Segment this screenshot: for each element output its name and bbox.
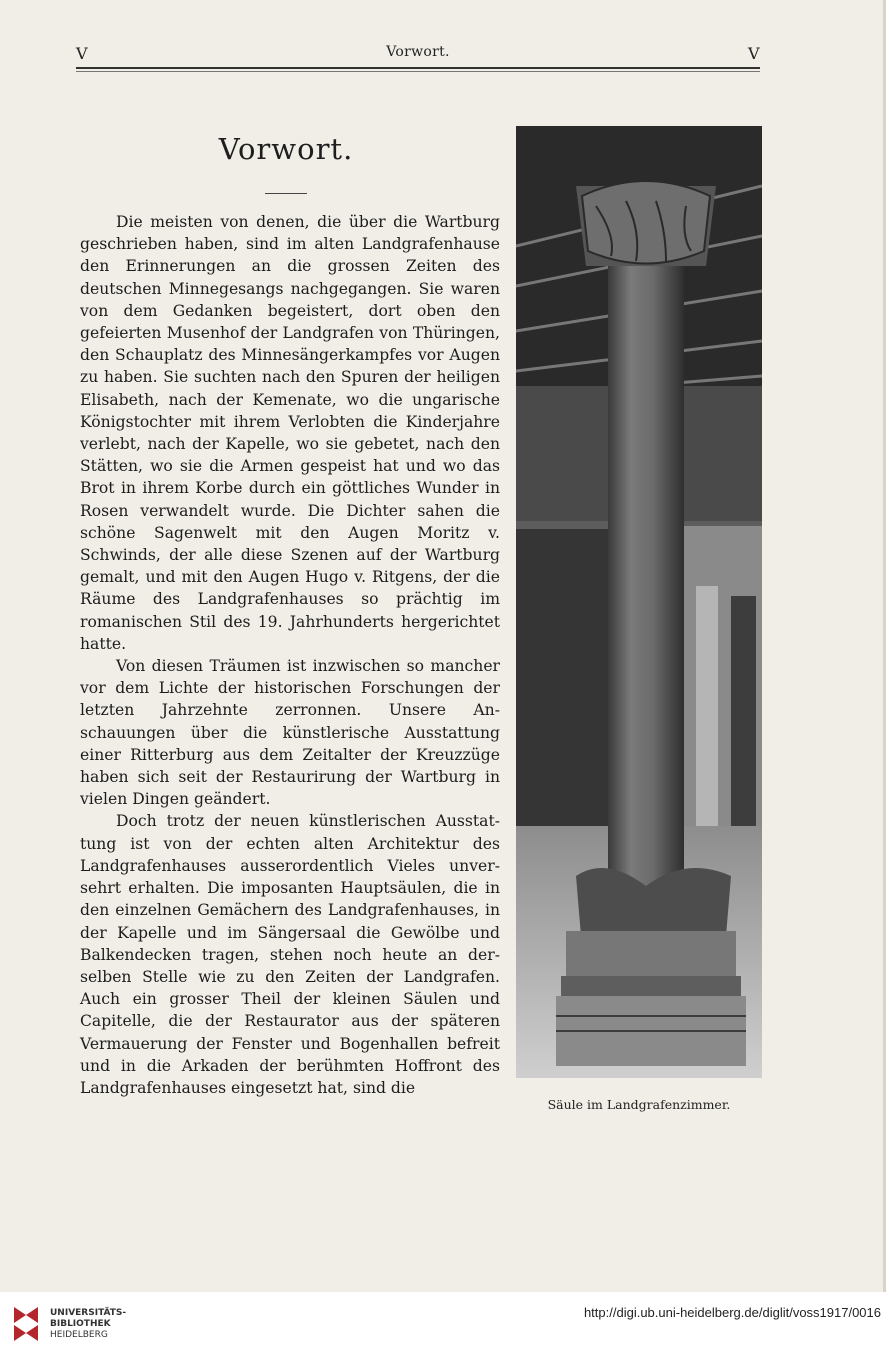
page-number-right: V	[748, 44, 760, 63]
header-rule-thin	[76, 71, 760, 72]
library-name-line: BIBLIOTHEK	[50, 1319, 111, 1329]
body-text	[80, 211, 500, 1099]
running-header: Vorwort.	[386, 44, 450, 60]
header-rule	[76, 67, 760, 69]
column-photograph	[516, 126, 762, 1078]
permalink[interactable]: http://digi.ub.uni-heidelberg.de/diglit/voss1917/0016	[583, 1305, 881, 1320]
library-name-line: HEIDELBERG	[50, 1330, 108, 1340]
paragraph: Von diesen Träumen ist inzwischen so mancher vor dem Lichte der historischen Forschungen der letzten Jahrzehnte zerronnen. Unsere Anschauungen über die künstlerische Ausstattung einer Ritterburg aus dem Zeitalter der Kreuzzüge haben sich seit der Restaurirung der Wartburg in vielen Dingen geändert.	[80, 657, 500, 809]
column-photo-illustration	[516, 126, 762, 1078]
title-divider	[265, 193, 307, 194]
figure-caption: Säule im Landgrafenzimmer.	[547, 1097, 731, 1112]
library-footer	[0, 1293, 889, 1357]
library-logo-icon[interactable]	[10, 1303, 42, 1345]
page-number-left: V	[76, 44, 88, 63]
paragraph: Doch trotz der neuen künstlerischen Ausstattung ist von der echten alten Architektur des Landgrafenhauses ausserordentlich Vieles unversehrt erhalten. Die imposanten Hauptsäulen, die in den einzelnen Gemächern des Landgrafenhauses, in der Kapelle und im Sängersaal die Gewölbe und Balkendecken tragen, stehen noch heute an derselben Stelle wie zu den Zeiten der Landgrafen. Auch ein grosser Theil der kleinen Säulen und Capitelle, die der Restaurator aus der späteren Vermauerung der Fenster und Bogenhallen befreit und in die Arkaden der berühmten Hoffront des Landgrafenhauses eingesetzt hat, sind die	[80, 812, 500, 1097]
chapter-title: Vorwort.	[218, 132, 354, 166]
library-name-line: UNIVERSITÄTS-	[50, 1308, 127, 1318]
paragraph: Die meisten von denen, die über die Wartburg geschrieben haben, sind im alten Landgrafenhause den Erinnerungen an die grossen Zeiten des deutschen Minnegesangs nachgegangen. Sie waren von dem Gedanken begeistert, dort oben den gefeierten Musenhof der Landgrafen von Thüringen, den Schauplatz des Minnesängerkampfes vor Augen zu haben. Sie suchten nach den Spuren der heiligen Elisabeth, nach der Kemenate, wo die ungarische Königstochter mit ihrem Verlobten die Kinderjahre verlebt, nach der Kapelle, wo sie gebetet, nach den Stätten, wo sie die Armen gespeist hat und wo das Brot in ihrem Korbe durch ein göttliches Wunder in Rosen verwandelt wurde. Die Dichter sahen die schöne Sagenwelt mit den Augen Moritz v. Schwinds, der alle diese Szenen auf der Wartburg gemalt, und mit den Augen Hugo v. Ritgens, der die Räume des Landgrafenhauses so prächtig im romanischen Stil des 19. Jahrhunderts hergerichtet hatte.	[80, 213, 500, 653]
